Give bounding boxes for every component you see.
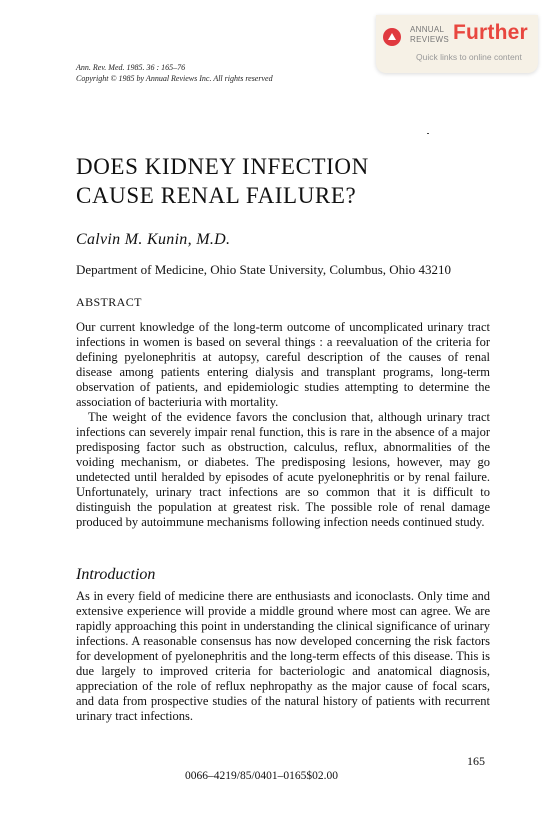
introduction-paragraph-1: As in every field of medicine there are enthusiasts and iconoclasts. Only time and extensive experience will provide a middle ground where most can agree. We are rapidly approaching this point in understanding the clinical significance of urinary infections. A reasonable consensus has now developed concerning the risk factors for development of pyelonephritis and the long-term effects of this disease. This is due largely to improved criteria for bacteriologic and anatomical diagnosis, appreciation of the role of reflux nephropathy as the major cause of focal scars, and data from prospective studies of the natural history of patients with recurrent urinary tract infections. [76,589,490,723]
speck [427,133,429,134]
page-number: 165 [467,754,485,768]
article-title [76,152,369,210]
wordmark-line1: ANNUAL [410,25,445,34]
title-line-2: CAUSE RENAL FAILURE? [76,183,357,208]
introduction-heading: Introduction [76,566,156,583]
wordmark-line2: REVIEWS [410,35,449,44]
author-affiliation: Department of Medicine, Ohio State University, Columbus, Ohio 43210 [76,262,452,277]
further-banner[interactable] [376,15,538,73]
author-name: Calvin M. Kunin, M.D. [76,231,231,248]
introduction-body [76,589,490,724]
annual-reviews-logo-icon [383,28,401,46]
abstract-paragraph-1: Our current knowledge of the long-term outcome of uncomplicated urinary tract infections in women is based on several things : a reevaluation of the criteria for defining pyelonephritis at autopsy, careful description of the causes of renal disease among patients entering dialysis and transplant programs, long-term observation of patients, and epidemiologic studies attempting to determine the association of bacteriuria with mortality. [76,320,490,409]
journal-citation [76,62,273,84]
abstract-body [76,320,490,530]
quick-links-link[interactable]: Quick links to online content [416,52,522,62]
title-line-1: DOES KIDNEY INFECTION [76,154,369,179]
copyright-line: Copyright © 1985 by Annual Reviews Inc. All rights reserved [76,74,273,83]
logo-mark-icon [387,32,397,42]
abstract-heading: ABSTRACT [76,295,142,309]
further-label: Further [453,21,528,44]
article-code: 0066–4219/85/0401–0165$02.00 [185,770,339,782]
annual-reviews-wordmark [410,25,449,45]
journal-citation-line: Ann. Rev. Med. 1985. 36 : 165–76 [76,63,186,72]
abstract-paragraph-2: The weight of the evidence favors the conclusion that, although urinary tract infections can severely impair renal function, this is rare in the absence of a major predisposing factor such as obstruction, calculus, reflux, abnormalities of the voiding mechanism, or diabetes. The predisposing lesions, however, may go undetected until heralded by episodes of acute pyelonephritis or by renal failure. Unfortunately, urinary tract infections are so common that it is difficult to distinguish the population at greatest risk. The possible role of renal damage produced by autoimmune mechanisms following infection needs continued study. [76,410,490,529]
